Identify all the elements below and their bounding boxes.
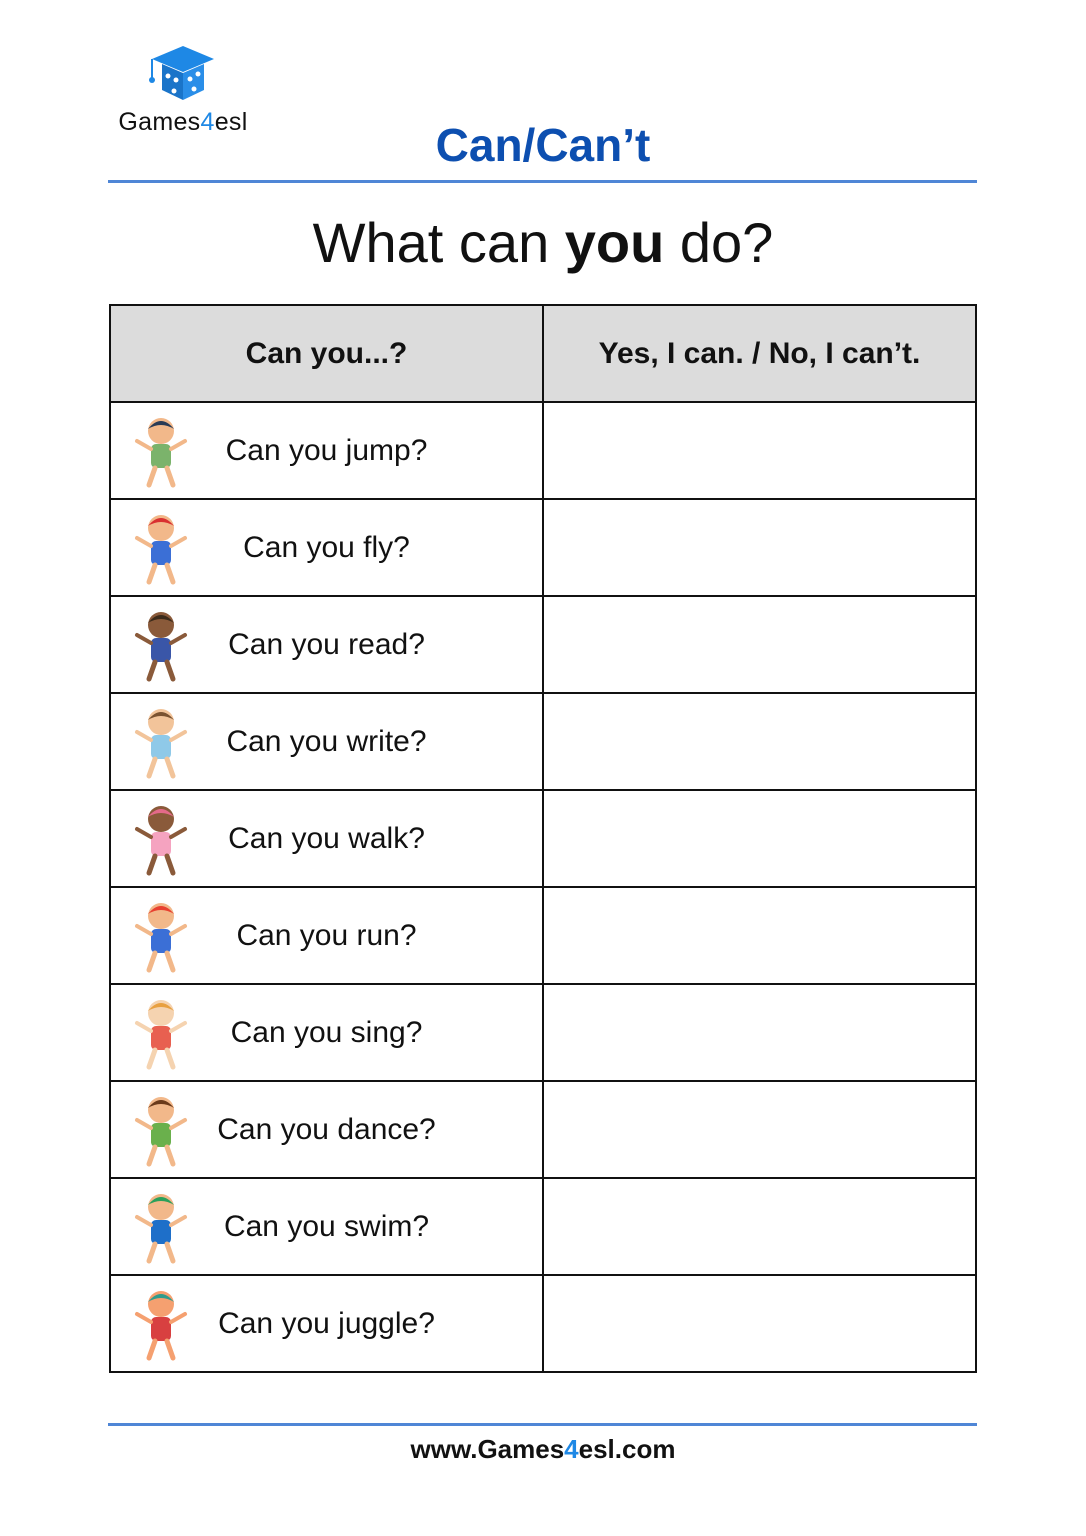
subtitle [0,210,1086,275]
question-text: Can you swim? [223,1209,430,1243]
logo-text-four: 4 [200,108,215,136]
table-row [110,596,976,693]
reading-child-illustration-icon [121,605,201,685]
header-question: Can you...? [110,305,543,402]
dancing-boy-illustration-icon [121,1090,201,1170]
walking-girl-illustration-icon [121,799,201,879]
question-cell [110,1178,543,1275]
question-cell [110,984,543,1081]
question-text: Can you sing? [230,1015,423,1049]
question-cell [110,1081,543,1178]
question-cell [110,693,543,790]
question-text: Can you read? [228,627,425,661]
worksheet-table [109,304,977,1373]
question-text: Can you run? [236,918,417,952]
question-text: Can you write? [226,724,427,758]
footer-url-before: www.Games [410,1434,565,1464]
question-cell [110,499,543,596]
table-row [110,1081,976,1178]
table-row [110,887,976,984]
subtitle-bold: you [564,211,665,274]
footer-url-four: 4 [564,1434,579,1464]
subtitle-after: do? [664,211,774,274]
question-cell [110,790,543,887]
answer-cell[interactable] [543,499,976,596]
logo-text-esl: esl [214,108,248,136]
answer-cell[interactable] [543,1178,976,1275]
question-text: Can you fly? [243,530,410,564]
logo-text-games: Games [118,108,201,136]
question-text: Can you jump? [225,433,428,467]
table-row [110,1178,976,1275]
page-title: Can/Can’t [435,119,651,171]
question-text: Can you juggle? [218,1306,435,1340]
graduation-cap-dice-icon [148,44,218,104]
flying-superhero-illustration-icon [121,508,201,588]
jumping-girl-illustration-icon [121,411,201,491]
answer-cell[interactable] [543,1081,976,1178]
answer-cell[interactable] [543,790,976,887]
answer-cell[interactable] [543,596,976,693]
table-row [110,790,976,887]
answer-cell[interactable] [543,984,976,1081]
question-text: Can you dance? [217,1112,436,1146]
table-row [110,693,976,790]
table-row [110,402,976,499]
footer-rule [108,1423,977,1426]
answer-cell[interactable] [543,693,976,790]
question-cell [110,402,543,499]
running-boy-illustration-icon [121,896,201,976]
question-cell [110,887,543,984]
singing-girl-illustration-icon [121,993,201,1073]
swimmer-illustration-icon [121,1187,201,1267]
header-answer: Yes, I can. / No, I can’t. [543,305,976,402]
table-header-row [110,305,976,402]
table-row [110,984,976,1081]
header-rule [108,180,977,183]
footer-url [0,1434,1086,1465]
table-row [110,499,976,596]
question-text: Can you walk? [228,821,425,855]
subtitle-before: What can [312,211,565,274]
answer-cell[interactable] [543,1275,976,1372]
juggling-hands-illustration-icon [121,1284,201,1364]
answer-cell[interactable] [543,887,976,984]
question-cell [110,1275,543,1372]
question-cell [110,596,543,693]
answer-cell[interactable] [543,402,976,499]
footer-url-after: esl.com [578,1434,676,1464]
writing-child-illustration-icon [121,702,201,782]
table-row [110,1275,976,1372]
